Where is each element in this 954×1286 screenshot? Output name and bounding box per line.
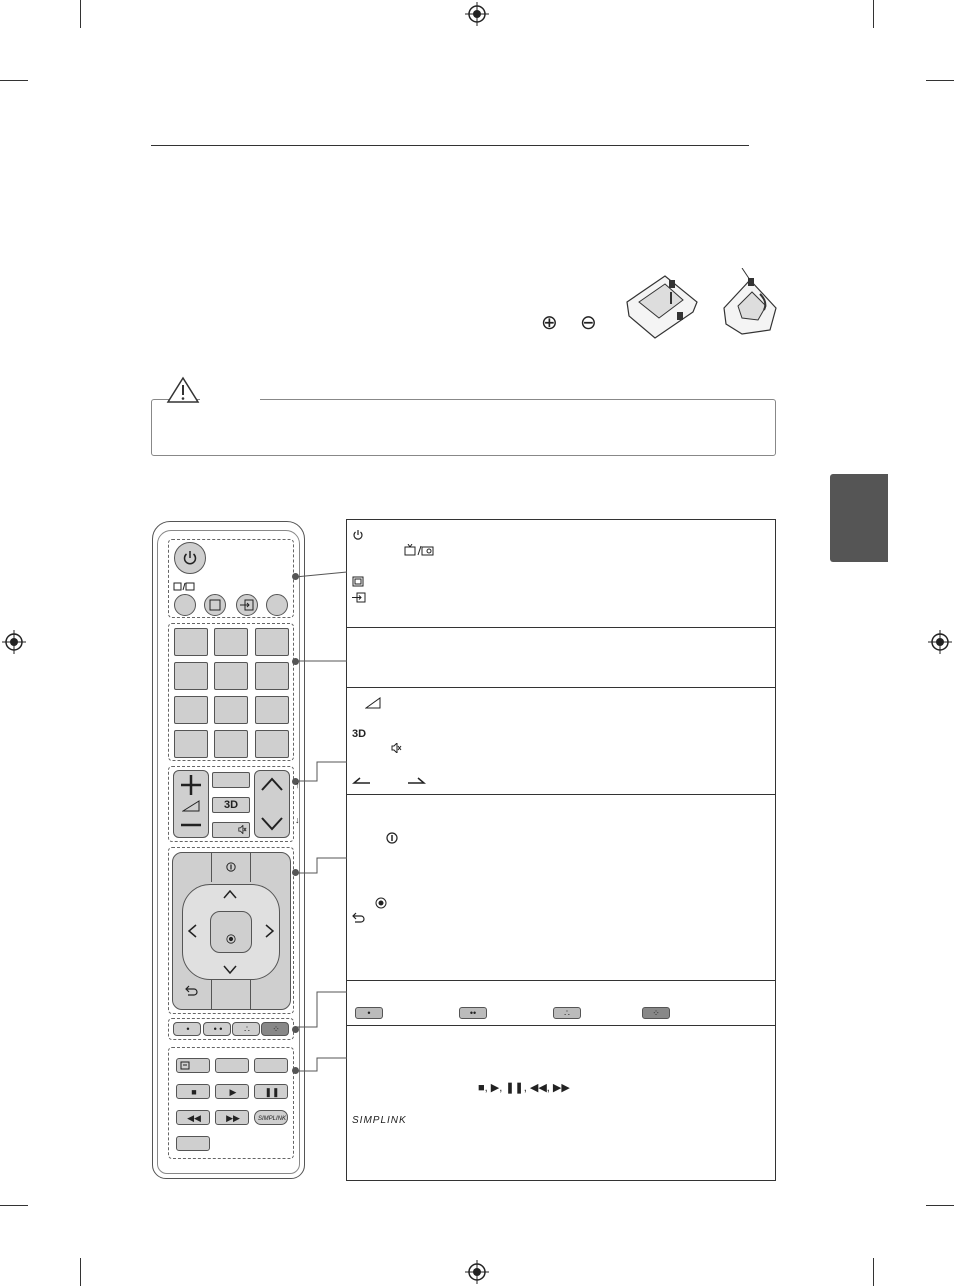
number-button-6[interactable] bbox=[255, 662, 289, 690]
media-controls-icon: ■, ▶, ❚❚, ◀◀, ▶▶ bbox=[478, 1082, 570, 1094]
tv-radio-button[interactable] bbox=[174, 594, 196, 616]
exit-button[interactable] bbox=[251, 980, 291, 1010]
number-button-8[interactable] bbox=[214, 696, 248, 724]
stop-button[interactable]: ■ bbox=[176, 1084, 210, 1099]
crop-mark bbox=[873, 0, 874, 28]
registration-mark-icon bbox=[2, 630, 26, 654]
crop-mark bbox=[0, 1205, 28, 1206]
channel-up-icon bbox=[260, 776, 284, 792]
channel-down-icon bbox=[260, 816, 284, 832]
number-button-5[interactable] bbox=[214, 662, 248, 690]
registration-mark-icon bbox=[465, 1260, 489, 1284]
play-button[interactable]: ▶ bbox=[215, 1084, 249, 1099]
power-icon bbox=[352, 529, 364, 541]
simplink-logo: SIMPLINK bbox=[257, 1116, 286, 1122]
screen-icon bbox=[209, 599, 221, 611]
tv-radio-icon bbox=[173, 581, 195, 591]
number-button-2[interactable] bbox=[214, 628, 248, 656]
header-rule bbox=[151, 145, 749, 146]
arrow-right-icon bbox=[265, 924, 274, 938]
settings-button[interactable] bbox=[172, 852, 211, 882]
arrow-down-icon bbox=[223, 965, 237, 974]
crop-mark bbox=[926, 1205, 954, 1206]
volume-icon bbox=[182, 800, 200, 812]
remote-battery-open-illustration bbox=[625, 272, 700, 340]
arrow-up-icon bbox=[223, 890, 237, 899]
green-button-icon: •• bbox=[459, 1007, 487, 1019]
registration-mark-icon bbox=[465, 2, 489, 26]
crop-mark bbox=[80, 1258, 81, 1286]
back-icon bbox=[185, 985, 198, 996]
blue-button-icon: ⁘ bbox=[642, 1007, 670, 1019]
yellow-button-icon: ∴ bbox=[553, 1007, 581, 1019]
input-icon bbox=[240, 599, 254, 611]
red-button[interactable]: • bbox=[173, 1022, 201, 1036]
yellow-button[interactable]: ∴ bbox=[232, 1022, 260, 1036]
section-tab bbox=[830, 474, 888, 562]
channel-marker-up: ↑ bbox=[295, 780, 300, 790]
number-button-7[interactable] bbox=[174, 696, 208, 724]
registration-mark-icon bbox=[928, 630, 952, 654]
pause-button[interactable]: ❚❚ bbox=[254, 1084, 288, 1099]
blue-button[interactable]: ⁘ bbox=[261, 1022, 289, 1036]
mute-icon bbox=[238, 825, 247, 834]
warning-icon bbox=[166, 376, 200, 404]
ok-icon bbox=[375, 897, 387, 909]
arrow-left-icon bbox=[188, 924, 197, 938]
volume-icon bbox=[365, 697, 381, 709]
subtitle-button[interactable] bbox=[254, 1058, 288, 1073]
crop-mark bbox=[926, 80, 954, 81]
green-button[interactable]: • • bbox=[203, 1022, 231, 1036]
number-button-1[interactable] bbox=[174, 628, 208, 656]
t-opt-button[interactable] bbox=[215, 1058, 249, 1073]
extra-round-button[interactable] bbox=[266, 594, 288, 616]
simplink-button[interactable] bbox=[254, 1110, 288, 1125]
rewind-button[interactable]: ◀◀ bbox=[176, 1110, 210, 1125]
mute-icon bbox=[391, 743, 402, 753]
screen-icon bbox=[352, 576, 364, 587]
battery-plus-icon: ⊕ bbox=[541, 312, 558, 334]
3d-label: 3D bbox=[223, 799, 239, 811]
crop-mark bbox=[873, 1258, 874, 1286]
ok-icon bbox=[226, 934, 236, 944]
volume-up-icon bbox=[179, 774, 203, 796]
text-icon bbox=[180, 1061, 190, 1070]
ad-button[interactable] bbox=[176, 1136, 210, 1151]
battery-minus-icon: ⊖ bbox=[580, 312, 597, 334]
info-icon bbox=[386, 832, 398, 844]
fav-button[interactable] bbox=[212, 772, 250, 788]
red-button-icon: • bbox=[355, 1007, 383, 1019]
info-icon bbox=[226, 862, 236, 872]
list-button[interactable] bbox=[174, 730, 208, 758]
number-button-0[interactable] bbox=[214, 730, 248, 758]
3d-icon: 3D bbox=[352, 728, 367, 740]
crop-mark bbox=[0, 80, 28, 81]
volume-down-icon bbox=[179, 820, 203, 830]
simplink-logo: SIMPLINK bbox=[352, 1115, 407, 1126]
power-icon bbox=[182, 550, 198, 566]
guide-button[interactable] bbox=[212, 980, 250, 1010]
fast-forward-button[interactable]: ▶▶ bbox=[215, 1110, 249, 1125]
channel-marker-down: ↓ bbox=[295, 815, 300, 825]
ok-button[interactable] bbox=[210, 911, 252, 953]
arrow-right-icon bbox=[408, 777, 426, 785]
number-button-4[interactable] bbox=[174, 662, 208, 690]
tv-radio-icon bbox=[404, 544, 434, 556]
home-button[interactable] bbox=[251, 852, 291, 882]
q-view-button[interactable] bbox=[255, 730, 289, 758]
caution-box bbox=[151, 399, 776, 456]
back-icon bbox=[352, 912, 365, 923]
remote-battery-close-illustration bbox=[720, 268, 780, 336]
crop-mark bbox=[80, 0, 81, 28]
input-icon bbox=[352, 592, 366, 603]
number-button-3[interactable] bbox=[255, 628, 289, 656]
number-button-9[interactable] bbox=[255, 696, 289, 724]
arrow-left-icon bbox=[352, 777, 370, 785]
